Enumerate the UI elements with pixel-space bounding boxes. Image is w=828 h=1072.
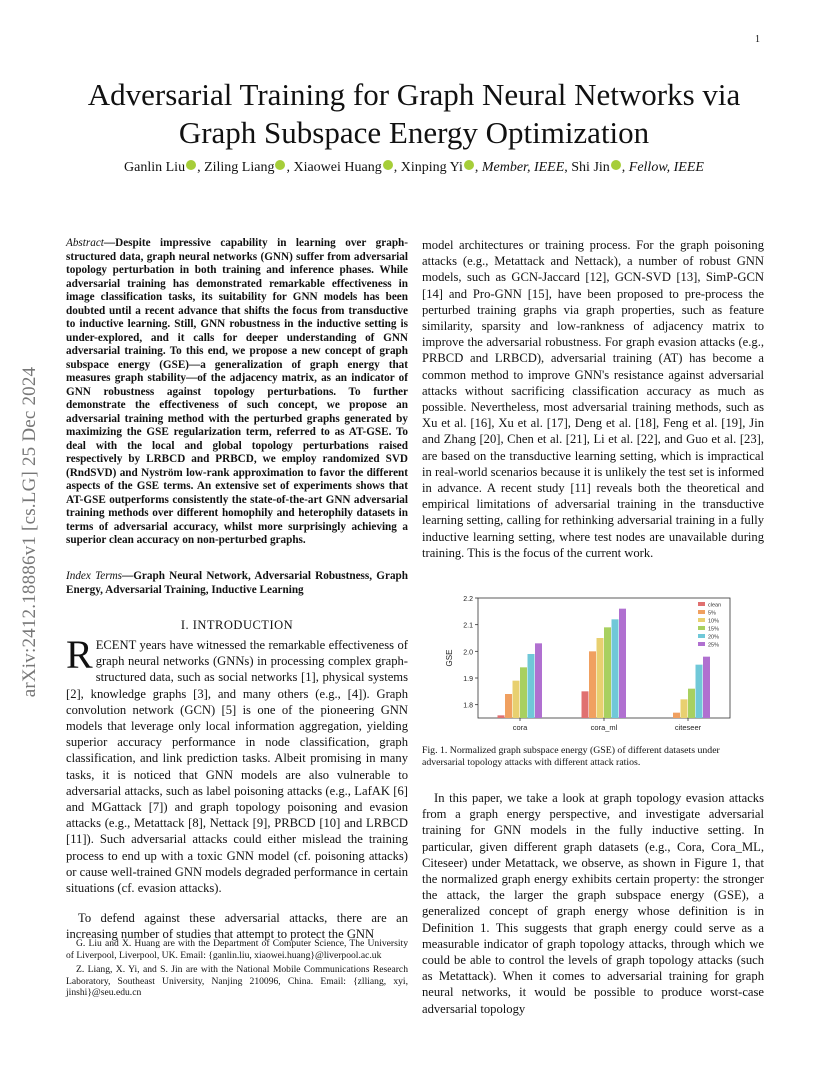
bar-cora-20% (528, 654, 535, 718)
figure-caption: Fig. 1. Normalized graph subspace energy (GSE) of different datasets under adversarial topology attacks with different attack ratios. (422, 745, 720, 768)
legend-swatch (698, 642, 705, 646)
author-role: Member, IEEE (481, 160, 565, 175)
legend-label: 20% (708, 634, 720, 641)
author-list: Ganlin Liu , Ziling Liang , Xiaowei Huang , Xinping Yi , Member, IEEE, Shi Jin , Fellow, IEEE (124, 160, 704, 175)
author-name: Xiaowei Huang (293, 160, 382, 175)
x-tick-label: citeseer (674, 723, 702, 732)
x-tick-label: cora_ml (590, 723, 618, 732)
orcid-icon[interactable] (611, 160, 621, 170)
y-tick-label: 1.8 (463, 702, 473, 710)
right-paragraph: model architectures or training process. For the graph poisoning attacks (e.g., Metattack and Nettack), a number of robust GNN models, such as GCN-Jaccard [12], GCN-SVD [13], SimP-GCN [14] and Pro-GNN [15], have been proposed to pre-process the perturbed training graphs via graph properties, such as feature similarity, sparsity and low-rankness of adjacency matrix to improve the adversarial robustness. For graph evasion attacks (e.g., PRBCD and LRBCD), adversarial training (AT) has become a common method to improve GNN's resistance against adversarial attacks without sacrificing classification accuracy as much as possible. Nevertheless, most adversarial training methods, such as Xu et al. [16], Xu et al. [17], Deng et al. [18], Feng et al. [19], Jin and Zhang [20], Chen et al. [21], Li et al. [22], and Guo et al. [23], are based on the transductive learning setting, which is impractical in real-world scenarios because it is unlikely the test set is informed in advance. A recent study [11] reveals both the theoretical and empirical limitations of adversarial training in the transductive learning setting, calling for rethinking adversarial training in a fully inductive learning setting, where test nodes are unavailable during training. This is the focus of the current work. (422, 238, 764, 560)
author-role: Fellow, IEEE (628, 160, 704, 175)
arxiv-stamp[interactable]: arXiv:2412.18886v1 [cs.LG] 25 Dec 2024 (19, 366, 40, 698)
bar-citeseer-10% (681, 699, 688, 718)
x-tick-label: cora (512, 723, 528, 732)
orcid-icon[interactable] (383, 160, 393, 170)
legend-swatch (698, 610, 705, 614)
footnotes (66, 938, 408, 1002)
bar-citeseer-15% (688, 689, 695, 718)
drop-cap: R (66, 632, 93, 677)
intro-paragraph-2: To defend against these adversarial attacks, there are an increasing number of studies that attempt to protect the GNN (66, 911, 408, 942)
y-axis-label: GSE (445, 649, 454, 667)
legend-label: 25% (708, 642, 720, 649)
orcid-icon[interactable] (464, 160, 474, 170)
orcid-icon[interactable] (186, 160, 196, 170)
author-name: Ziling Liang (204, 160, 275, 175)
bar-cora-25% (535, 643, 542, 718)
abstract-lead: Abstract (66, 237, 104, 249)
bar-cora_ml-20% (612, 619, 619, 718)
author-name: Xinping Yi (400, 160, 463, 175)
index-terms (66, 570, 408, 597)
page-number: 1 (755, 34, 760, 45)
intro-paragraph (66, 632, 408, 896)
bar-citeseer-25% (703, 657, 710, 718)
orcid-icon[interactable] (275, 160, 285, 170)
bar-cora_ml-25% (619, 609, 626, 718)
bar-citeseer-20% (696, 665, 703, 718)
legend-label: 10% (708, 618, 720, 625)
footnote: Z. Liang, X. Yi, and S. Jin are with the National Mobile Communications Research Laboratory, Southeast University, Nanjing 210096, China. Email: {zlliang, xyi, jinshi}@seu.edu.cn (66, 964, 408, 999)
bar-cora-10% (513, 681, 520, 718)
abstract-text: —Despite impressive capability in learning over graph-structured data, graph neural networks (GNN) suffer from adversarial topology perturbation in both training and inference phases. While adversarial training has demonstrated remarkable effectiveness in image classification tasks, its suitability for GNN models has been doubted until a recent advance that shifts the focus from transductive to inductive learning. Still, GNN robustness in the inductive setting is under-explored, and it calls for deeper understanding of GNN adversarial training. To this end, we propose a new concept of graph subspace energy (GSE)—a generalization of graph energy that measures graph stability—of the adjacency matrix, as an indicator of GNN robustness against topology perturbations. To further demonstrate the effectiveness of such concept, we propose an adversarial training method with the perturbed graphs generated by maximizing the GSE regularization term, referred to as AT-GSE. To deal with the local and global topology perturbations raised respectively by LRBCD and PRBCD, we employ randomized SVD (RndSVD) and Nyström low-rank approximation to favor the different aspects of the GSE terms. An extensive set of experiments shows that AT-GSE outperforms consistently the state-of-the-art GNN adversarial training methods over different homophily and heterophily datasets in terms of adversarial accuracy, whilst more surprisingly achieving a superior clean accuracy on non-perturbed graphs. (66, 237, 408, 546)
legend-swatch (698, 602, 705, 606)
footnote: G. Liu and X. Huang are with the Department of Computer Science, The University of Liverpool, Liverpool, UK. Email: {ganlin.liu, xiaowei.huang}@liverpool.ac.uk (66, 938, 408, 961)
paragraph-text: ECENT years have witnessed the remarkable effectiveness of graph neural networks (GNNs) in processing complex graph-structured data, such as social networks [1], physical systems [2], knowledge graphs [3], and many others (e.g., [4]). Graph convolution network (GCN) [5] is one of the pioneering GNN models that leverage only local information aggregation, yielding superior accuracy performance in node classification, graph classification, and link prediction tasks. Albeit promising in many tasks, it is noticed that GNN models are also vulnerable to adversarial attacks, such as label poisoning attacks (e.g., LafAK [6] and MGattack [7]) and graph topology poisoning and evasion attacks (e.g., Metattack [8], Nettack [9], PRBCD [10] and LRBCD [11]). Such adversarial attacks could either mislead the training process to end up with a toxic GNN model (cf. poisoning attacks) or cause well-trained GNN models degraded performance in certain situations (cf. evasion attacks). (66, 638, 408, 896)
chart-svg (430, 590, 760, 740)
bar-cora-15% (520, 667, 527, 718)
legend-label: 5% (708, 610, 716, 617)
legend-swatch (698, 618, 705, 622)
bar-cora_ml-10% (597, 638, 604, 718)
y-tick-label: 2.0 (463, 649, 473, 657)
paper-title: Adversarial Training for Graph Neural Networks via Graph Subspace Energy Optimization (87, 77, 741, 150)
author-name: Ganlin Liu (124, 160, 186, 175)
bar-citeseer-5% (673, 713, 680, 718)
bar-cora_ml-clean (582, 691, 589, 718)
right-paragraph-2: In this paper, we take a look at graph topology evasion attacks from a graph energy perspective, and investigate adversarial training for GNN models in the fully inductive setting. In particular, given different graph datasets (e.g., Cora, Cora_ML, Citeseer) under Metattack, we observe, as shown in Figure 1, that the normalized graph energy exhibits certain property: the stronger the attack, the larger the graph subspace energy (GSE), a generalized concept of graph energy whose definition is in Definition 1. This suggests that graph energy could serve as a measurable indicator of graph topology attacks, through which we could be able to control the levels of graph topology attacks (such as Metattack). When it comes to adversarial training for graph neural networks, it would be possible to produce worst-case adversarial topology (422, 791, 764, 1016)
bar-cora_ml-5% (589, 651, 596, 718)
legend-swatch (698, 634, 705, 638)
legend-swatch (698, 626, 705, 630)
y-tick-label: 1.9 (463, 676, 473, 683)
y-tick-label: 2.2 (463, 596, 473, 603)
author-name: Shi Jin (571, 160, 610, 175)
abstract (66, 237, 408, 548)
y-tick-label: 2.1 (463, 622, 473, 630)
bar-cora_ml-15% (604, 627, 611, 718)
bar-cora-5% (505, 694, 512, 718)
figure-1-chart (430, 590, 760, 740)
legend-label: 15% (708, 626, 720, 633)
index-terms-lead: Index Terms (66, 570, 123, 582)
bar-cora-clean (498, 715, 505, 718)
legend-label: clean (708, 602, 722, 609)
index-terms-text: —Graph Neural Network, Adversarial Robustness, Graph Energy, Adversarial Training, Inductive Learning (66, 570, 408, 596)
section-heading: I. INTRODUCTION (180, 618, 294, 632)
